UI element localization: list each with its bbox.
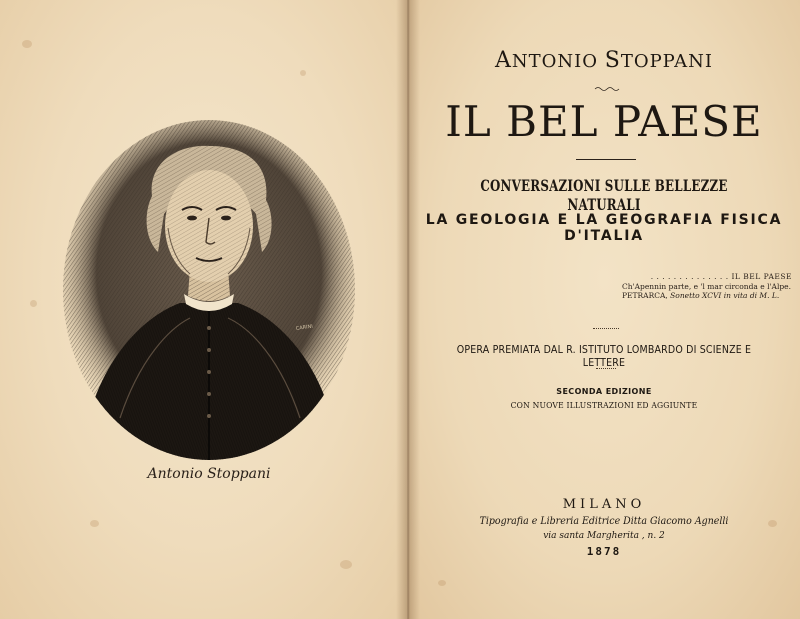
subtitle-line-1: CONVERSAZIONI SULLE BELLEZZE NATURALI	[480, 176, 728, 214]
imprint-address: via santa Margherita , n. 2	[543, 531, 665, 541]
dotted-divider	[596, 368, 616, 369]
title-page	[408, 0, 800, 619]
subtitle-line-2: LA GEOLOGIA E LA GEOGRAFIA FISICA D'ITALIA	[425, 212, 783, 244]
additions-line: CON NUOVE ILLUSTRAZIONI ED AGGIUNTE	[510, 401, 698, 411]
ornament-rule	[594, 86, 620, 92]
edition-line: SECONDA EDIZIONE	[556, 387, 652, 396]
imprint-year: 1878	[586, 545, 622, 558]
book-title: IL BEL PAESE	[445, 97, 763, 146]
imprint-city: MILANO	[562, 497, 646, 512]
imprint-publisher: Tipografia e Libreria Editrice Ditta Giacomo Agnelli	[479, 515, 729, 527]
author-name: ANTONIO STOPPANI	[494, 48, 714, 73]
dotted-divider	[593, 328, 619, 329]
portrait-caption: Antonio Stoppani	[147, 466, 271, 482]
engraver-mark: CARINI	[295, 323, 314, 332]
author-portrait-engraving	[60, 118, 358, 462]
epigraph-line-2: Ch'Apennin parte, e 'l mar circonda e l'Alpe.	[622, 281, 791, 291]
epigraph-line-1: . . . . . . . . . . . . . . IL BEL PAESE	[650, 272, 792, 281]
epigraph-citation: PETRARCA, Sonetto XCVI in vita di M. L.	[622, 291, 780, 300]
title-divider	[576, 159, 636, 160]
epigraph	[622, 272, 792, 301]
award-line: OPERA PREMIATA DAL R. ISTITUTO LOMBARDO DI SCIENZE E LETTERE	[456, 343, 752, 369]
